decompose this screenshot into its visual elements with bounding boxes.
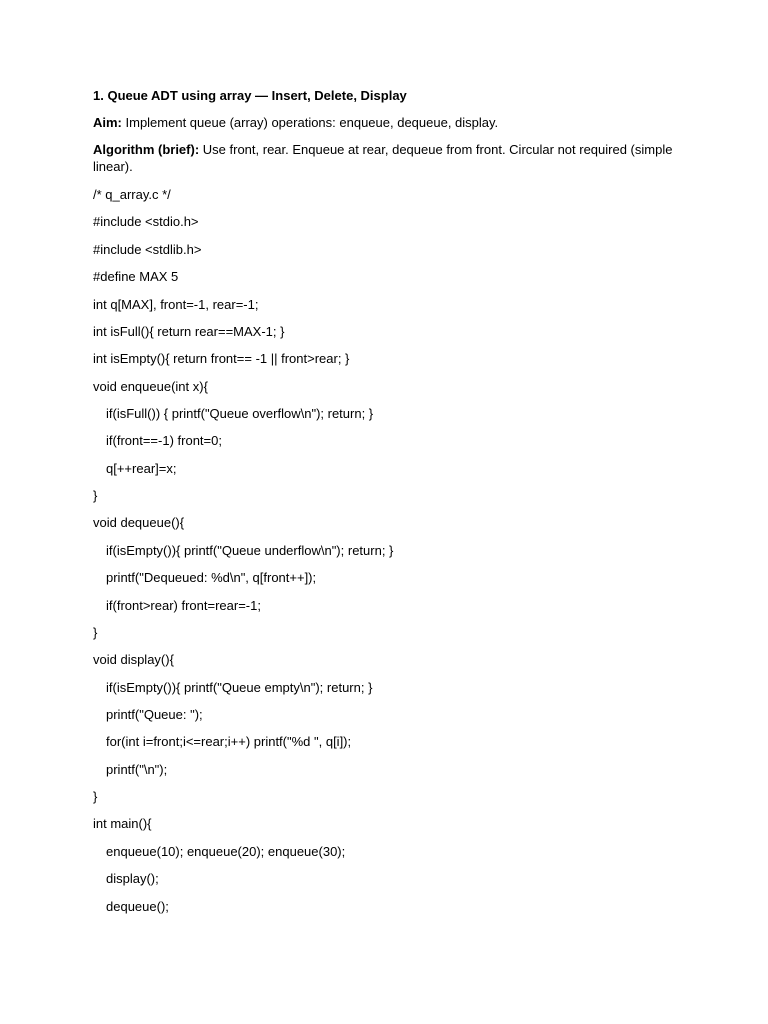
code-line: void enqueue(int x){ — [93, 379, 208, 394]
code-line: #include <stdlib.h> — [93, 242, 202, 257]
code-line: void dequeue(){ — [93, 515, 185, 530]
code-line: printf("Queue: "); — [106, 707, 203, 722]
code-line: printf("Dequeued: %d\n", q[front++]); — [106, 570, 317, 585]
aim-text: Implement queue (array) operations: enqueue, dequeue, display. — [121, 115, 499, 130]
code-line: q[++rear]=x; — [106, 461, 177, 476]
code-line: enqueue(10); enqueue(20); enqueue(30); — [106, 844, 346, 859]
code-line: int isFull(){ return rear==MAX-1; } — [93, 324, 285, 339]
algorithm-label: Algorithm (brief): — [93, 142, 200, 157]
code-line: #include <stdio.h> — [93, 214, 199, 229]
code-line: dequeue(); — [106, 899, 169, 914]
code-line: if(front>rear) front=rear=-1; — [106, 598, 261, 613]
code-line: printf("\n"); — [106, 762, 168, 777]
algorithm-paragraph — [93, 141, 678, 175]
aim-label: Aim: — [93, 115, 122, 130]
code-line: display(); — [106, 871, 159, 886]
code-line: int q[MAX], front=-1, rear=-1; — [93, 297, 259, 312]
code-line: } — [93, 488, 98, 503]
code-line: if(front==-1) front=0; — [106, 433, 222, 448]
code-line: } — [93, 789, 98, 804]
code-line: for(int i=front;i<=rear;i++) printf("%d ", q[i]); — [106, 734, 352, 749]
algorithm-text: Use front, rear. Enqueue at rear, dequeue from front. Circular not required (simple linear). — [93, 142, 673, 174]
code-line: if(isFull()) { printf("Queue overflow\n"); return; } — [106, 406, 374, 421]
code-line: int main(){ — [93, 816, 152, 831]
code-line: if(isEmpty()){ printf("Queue underflow\n"); return; } — [106, 543, 394, 558]
code-line: /* q_array.c */ — [93, 187, 171, 202]
code-line: } — [93, 625, 98, 640]
code-line: if(isEmpty()){ printf("Queue empty\n"); return; } — [106, 680, 373, 695]
code-line: int isEmpty(){ return front== -1 || front>rear; } — [93, 351, 350, 366]
code-line: void display(){ — [93, 652, 174, 667]
code-line: #define MAX 5 — [93, 269, 179, 284]
section-heading: 1. Queue ADT using array — Insert, Delete, Display — [93, 88, 407, 103]
aim-paragraph — [93, 114, 498, 131]
